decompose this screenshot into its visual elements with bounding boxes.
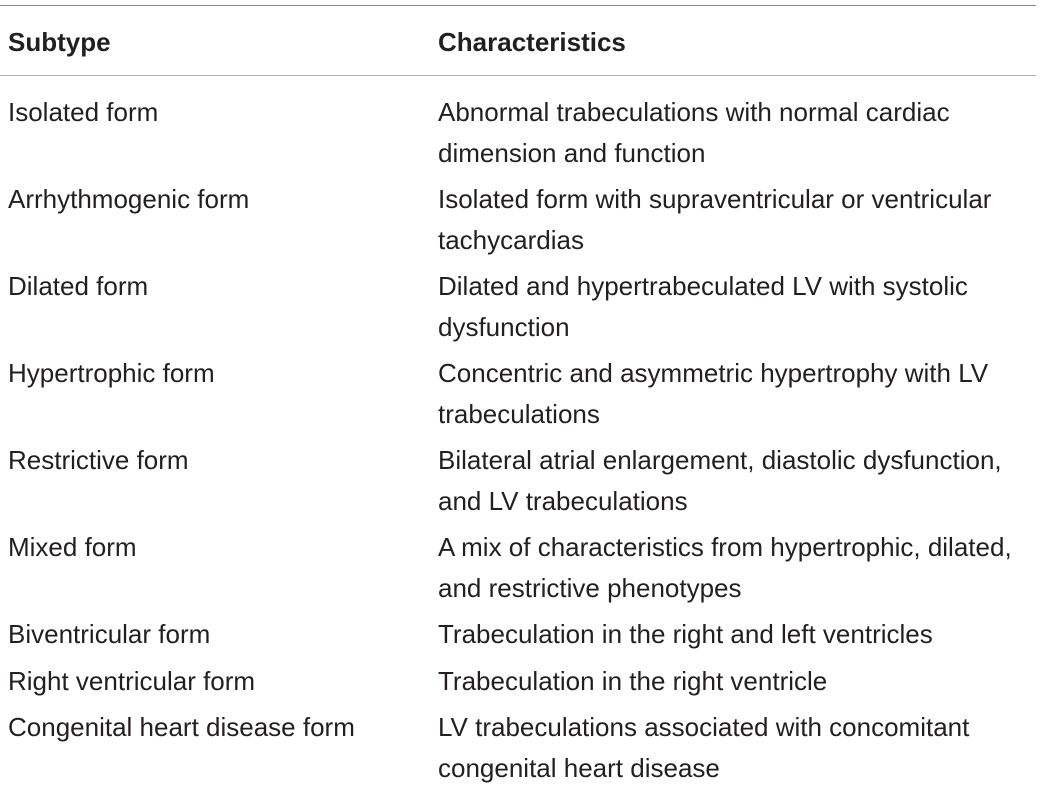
subtype-cell: Dilated form (8, 271, 149, 301)
subtype-cell: Mixed form (8, 532, 137, 562)
characteristics-cell: Isolated form with supraventricular or ventricular tachycardias (438, 184, 992, 255)
table-row (0, 707, 1036, 794)
table-row (0, 179, 1036, 266)
subtype-cell: Restrictive form (8, 445, 189, 475)
table-header-row (0, 22, 1036, 62)
table-row (0, 353, 1036, 440)
table-row (0, 266, 1036, 353)
table-row (0, 614, 1036, 661)
table-body (0, 92, 1036, 794)
characteristics-cell: A mix of characteristics from hypertrophic, dilated, and restrictive phenotypes (438, 532, 1012, 603)
subtype-cell: Congenital heart disease form (8, 712, 355, 742)
characteristics-cell: Abnormal trabeculations with normal cardiac dimension and function (438, 97, 950, 168)
table-row (0, 527, 1036, 614)
characteristics-cell: Trabeculation in the right and left ventricles (438, 619, 933, 649)
subtype-cell: Arrhythmogenic form (8, 184, 250, 214)
characteristics-cell: Dilated and hypertrabeculated LV with systolic dysfunction (438, 271, 968, 342)
subtype-cell: Isolated form (8, 97, 159, 127)
table-row (0, 92, 1036, 179)
characteristics-cell: Concentric and asymmetric hypertrophy with LV trabeculations (438, 358, 989, 429)
table-row (0, 661, 1036, 708)
characteristics-cell: Bilateral atrial enlargement, diastolic dysfunction, and LV trabeculations (438, 445, 1002, 516)
characteristics-cell: LV trabeculations associated with concomitant congenital heart disease (438, 712, 970, 783)
subtype-cell: Right ventricular form (8, 665, 256, 696)
table-top-rule (0, 5, 1036, 6)
subtype-cell: Biventricular form (8, 619, 211, 649)
header-characteristics: Characteristics (438, 27, 626, 57)
table-header-rule (0, 75, 1036, 76)
table-row (0, 440, 1036, 527)
characteristics-cell: Trabeculation in the right ventricle (438, 665, 828, 696)
header-subtype: Subtype (8, 27, 111, 57)
subtype-cell: Hypertrophic form (8, 358, 215, 388)
